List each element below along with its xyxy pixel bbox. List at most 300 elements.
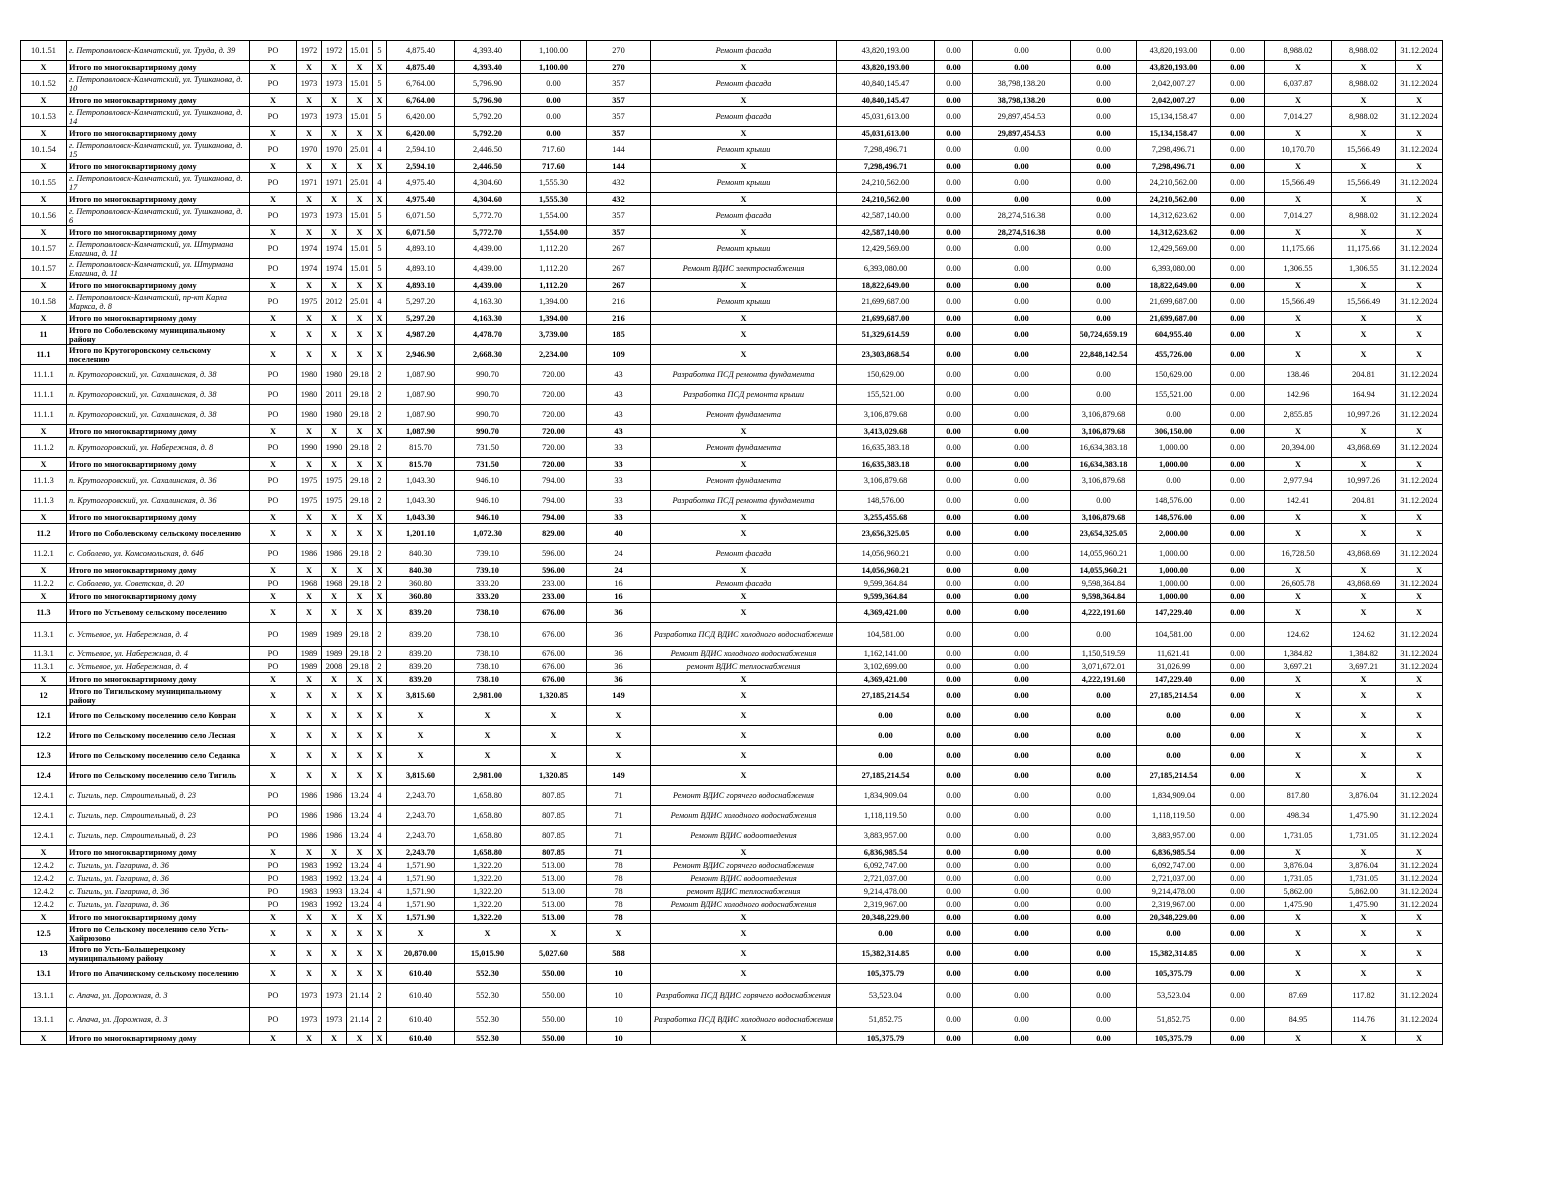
cell-floors: X xyxy=(373,127,387,140)
cell-owner: X xyxy=(250,511,297,524)
cell-total-area: 4,875.40 xyxy=(387,41,455,61)
cell-row-number: X xyxy=(21,193,67,206)
cell-cost-total: 53,523.04 xyxy=(837,984,935,1008)
cell-fund-local: 14,055,960.21 xyxy=(1071,544,1137,564)
table-row xyxy=(21,706,1443,726)
cell-living-area: 739.10 xyxy=(455,544,521,564)
cell-fund-federal: 0.00 xyxy=(935,885,973,898)
cell-fund-federal: 0.00 xyxy=(935,706,973,726)
cell-living-area: 5,796.90 xyxy=(455,94,521,107)
cell-work-type: X xyxy=(651,1032,837,1045)
cell-deadline: X xyxy=(1396,325,1443,345)
cell-address: с. Тигиль, ул. Гагарина, д. 36 xyxy=(67,885,250,898)
cell-deadline: X xyxy=(1396,312,1443,325)
cell-fund-owners: 14,312,623.62 xyxy=(1137,206,1211,226)
cell-unit-cost: X xyxy=(1265,686,1332,706)
cell-year-repair: 1970 xyxy=(322,140,347,160)
cell-work-type: X xyxy=(651,964,837,984)
cell-total-area: 1,043.30 xyxy=(387,471,455,491)
cell-floors: 4 xyxy=(373,806,387,826)
cell-deadline: X xyxy=(1396,345,1443,365)
cell-nonliving-area: 1,320.85 xyxy=(521,766,587,786)
cell-living-area: 1,072.30 xyxy=(455,524,521,544)
cell-year-built: X xyxy=(297,524,322,544)
cell-fund-federal: 0.00 xyxy=(935,577,973,590)
cell-cost-total: 2,721,037.00 xyxy=(837,872,935,885)
cell-fund-federal: 0.00 xyxy=(935,859,973,872)
cell-unit-cost: X xyxy=(1265,766,1332,786)
cell-total-area: 1,201.10 xyxy=(387,524,455,544)
cell-fund-local: 1,150,519.59 xyxy=(1071,647,1137,660)
cell-unit-limit: X xyxy=(1332,279,1396,292)
cell-year-repair: 1974 xyxy=(322,239,347,259)
cell-rate: X xyxy=(347,325,373,345)
cell-fund-other: 0.00 xyxy=(1211,524,1265,544)
cell-rate: X xyxy=(347,345,373,365)
cell-row-number: 10.1.56 xyxy=(21,206,67,226)
table-row xyxy=(21,673,1443,686)
cell-fund-regional: 0.00 xyxy=(973,964,1071,984)
cell-unit-cost: X xyxy=(1265,511,1332,524)
cell-fund-regional: 0.00 xyxy=(973,239,1071,259)
cell-work-type: Разработка ПСД ремонта фундамента xyxy=(651,365,837,385)
cell-owner: X xyxy=(250,312,297,325)
cell-address: Итого по многоквартирному дому xyxy=(67,846,250,859)
cell-fund-local: 0.00 xyxy=(1071,766,1137,786)
cell-address: Итого по многоквартирному дому xyxy=(67,61,250,74)
cell-work-type: X xyxy=(651,524,837,544)
cell-living-area: 552.30 xyxy=(455,964,521,984)
cell-total-area: 840.30 xyxy=(387,544,455,564)
cell-address: Итого по многоквартирному дому xyxy=(67,1032,250,1045)
cell-fund-federal: 0.00 xyxy=(935,438,973,458)
cell-fund-local: 9,598,364.84 xyxy=(1071,577,1137,590)
cell-total-area: 6,764.00 xyxy=(387,94,455,107)
cell-year-built: 1989 xyxy=(297,623,322,647)
cell-rate: 29.18 xyxy=(347,660,373,673)
cell-deadline: 31.12.2024 xyxy=(1396,660,1443,673)
table-row xyxy=(21,806,1443,826)
cell-deadline: 31.12.2024 xyxy=(1396,41,1443,61)
cell-fund-other: 0.00 xyxy=(1211,61,1265,74)
cell-cost-total: 3,413,029.68 xyxy=(837,425,935,438)
cell-floors: X xyxy=(373,564,387,577)
cell-owner: РО xyxy=(250,107,297,127)
cell-rate: X xyxy=(347,564,373,577)
cell-rate: 13.24 xyxy=(347,786,373,806)
cell-year-repair: X xyxy=(322,924,347,944)
cell-row-number: 12.4.2 xyxy=(21,872,67,885)
cell-fund-other: 0.00 xyxy=(1211,623,1265,647)
cell-fund-other: 0.00 xyxy=(1211,911,1265,924)
cell-rate: X xyxy=(347,226,373,239)
table-row xyxy=(21,1032,1443,1045)
cell-row-number: 11.2.1 xyxy=(21,544,67,564)
cell-work-type: X xyxy=(651,603,837,623)
cell-year-repair: 1973 xyxy=(322,74,347,94)
cell-cost-total: 40,840,145.47 xyxy=(837,74,935,94)
table-row xyxy=(21,74,1443,94)
cell-residents: 10 xyxy=(587,964,651,984)
cell-work-type: Ремонт ВДИС холодного водоснабжения xyxy=(651,898,837,911)
cell-total-area: 3,815.60 xyxy=(387,766,455,786)
cell-fund-other: 0.00 xyxy=(1211,385,1265,405)
cell-nonliving-area: 513.00 xyxy=(521,911,587,924)
cell-fund-other: 0.00 xyxy=(1211,458,1265,471)
cell-owner: РО xyxy=(250,365,297,385)
cell-floors: X xyxy=(373,425,387,438)
cell-nonliving-area: 596.00 xyxy=(521,544,587,564)
cell-year-repair: X xyxy=(322,193,347,206)
cell-fund-other: 0.00 xyxy=(1211,984,1265,1008)
cell-owner: X xyxy=(250,766,297,786)
cell-fund-federal: 0.00 xyxy=(935,726,973,746)
cell-year-built: 1986 xyxy=(297,786,322,806)
cell-fund-federal: 0.00 xyxy=(935,766,973,786)
cell-fund-owners: 1,000.00 xyxy=(1137,544,1211,564)
cell-fund-owners: 2,042,007.27 xyxy=(1137,74,1211,94)
cell-total-area: 6,420.00 xyxy=(387,107,455,127)
cell-cost-total: 14,056,960.21 xyxy=(837,544,935,564)
cell-deadline: 31.12.2024 xyxy=(1396,239,1443,259)
cell-unit-limit: 3,876.04 xyxy=(1332,859,1396,872)
cell-fund-other: 0.00 xyxy=(1211,206,1265,226)
cell-owner: X xyxy=(250,425,297,438)
cell-row-number: 11.1.3 xyxy=(21,471,67,491)
cell-total-area: 1,087.90 xyxy=(387,365,455,385)
cell-year-built: 1973 xyxy=(297,206,322,226)
cell-address: Итого по многоквартирному дому xyxy=(67,911,250,924)
cell-cost-total: 27,185,214.54 xyxy=(837,766,935,786)
cell-unit-limit: 3,697.21 xyxy=(1332,660,1396,673)
cell-row-number: 13.1.1 xyxy=(21,984,67,1008)
cell-deadline: 31.12.2024 xyxy=(1396,859,1443,872)
cell-work-type: Ремонт фасада xyxy=(651,577,837,590)
cell-year-built: X xyxy=(297,127,322,140)
cell-address: Итого по Сельскому поселению село Усть-Хайрюзово xyxy=(67,924,250,944)
cell-address: Итого по многоквартирному дому xyxy=(67,193,250,206)
cell-living-area: 2,446.50 xyxy=(455,140,521,160)
cell-owner: X xyxy=(250,726,297,746)
cell-fund-other: 0.00 xyxy=(1211,806,1265,826)
cell-work-type: Ремонт фундамента xyxy=(651,438,837,458)
table-row xyxy=(21,405,1443,425)
table-row xyxy=(21,984,1443,1008)
cell-nonliving-area: 2,234.00 xyxy=(521,345,587,365)
table-row xyxy=(21,544,1443,564)
cell-residents: 71 xyxy=(587,806,651,826)
cell-residents: 357 xyxy=(587,226,651,239)
cell-fund-federal: 0.00 xyxy=(935,686,973,706)
cell-fund-regional: 0.00 xyxy=(973,491,1071,511)
cell-fund-federal: 0.00 xyxy=(935,239,973,259)
cell-nonliving-area: 720.00 xyxy=(521,385,587,405)
table-row xyxy=(21,647,1443,660)
cell-owner: X xyxy=(250,193,297,206)
cell-floors: X xyxy=(373,524,387,544)
cell-nonliving-area: 3,739.00 xyxy=(521,325,587,345)
cell-unit-cost: 142.96 xyxy=(1265,385,1332,405)
cell-residents: X xyxy=(587,924,651,944)
cell-fund-federal: 0.00 xyxy=(935,898,973,911)
cell-residents: 10 xyxy=(587,984,651,1008)
cell-cost-total: 16,635,383.18 xyxy=(837,438,935,458)
cell-living-area: 2,981.00 xyxy=(455,686,521,706)
cell-year-built: 1980 xyxy=(297,405,322,425)
cell-fund-regional: 0.00 xyxy=(973,766,1071,786)
cell-deadline: X xyxy=(1396,564,1443,577)
cell-floors: 2 xyxy=(373,660,387,673)
cell-cost-total: 105,375.79 xyxy=(837,964,935,984)
table-row xyxy=(21,564,1443,577)
cell-address: п. Крутогоровский, ул. Сахалинская, д. 38 xyxy=(67,405,250,425)
cell-unit-cost: 142.41 xyxy=(1265,491,1332,511)
cell-year-repair: 1973 xyxy=(322,107,347,127)
cell-unit-cost: 7,014.27 xyxy=(1265,206,1332,226)
cell-year-built: X xyxy=(297,686,322,706)
cell-rate: 29.18 xyxy=(347,577,373,590)
cell-unit-cost: 11,175.66 xyxy=(1265,239,1332,259)
cell-floors: X xyxy=(373,160,387,173)
cell-row-number: 10.1.55 xyxy=(21,173,67,193)
cell-floors: X xyxy=(373,673,387,686)
cell-fund-local: 0.00 xyxy=(1071,206,1137,226)
cell-fund-local: 16,634,383.18 xyxy=(1071,438,1137,458)
cell-fund-other: 0.00 xyxy=(1211,226,1265,239)
cell-deadline: 31.12.2024 xyxy=(1396,292,1443,312)
cell-unit-cost: 1,731.05 xyxy=(1265,872,1332,885)
cell-living-area: 4,393.40 xyxy=(455,61,521,74)
cell-rate: 15.01 xyxy=(347,206,373,226)
cell-fund-federal: 0.00 xyxy=(935,491,973,511)
cell-floors: X xyxy=(373,511,387,524)
cell-rate: 15.01 xyxy=(347,41,373,61)
cell-year-repair: X xyxy=(322,345,347,365)
cell-living-area: 1,658.80 xyxy=(455,786,521,806)
cell-fund-regional: 0.00 xyxy=(973,325,1071,345)
cell-row-number: 12.4.1 xyxy=(21,806,67,826)
table-row xyxy=(21,924,1443,944)
cell-unit-limit: X xyxy=(1332,924,1396,944)
cell-living-area: 731.50 xyxy=(455,458,521,471)
cell-residents: 43 xyxy=(587,425,651,438)
cell-living-area: 2,446.50 xyxy=(455,160,521,173)
cell-unit-cost: X xyxy=(1265,345,1332,365)
cell-rate: X xyxy=(347,160,373,173)
cell-owner: X xyxy=(250,564,297,577)
cell-unit-limit: X xyxy=(1332,325,1396,345)
cell-nonliving-area: 794.00 xyxy=(521,491,587,511)
cell-total-area: 6,071.50 xyxy=(387,226,455,239)
table-row xyxy=(21,425,1443,438)
cell-deadline: X xyxy=(1396,127,1443,140)
cell-fund-owners: 147,229.40 xyxy=(1137,603,1211,623)
cell-floors: 5 xyxy=(373,206,387,226)
cell-deadline: X xyxy=(1396,226,1443,239)
cell-rate: 25.01 xyxy=(347,173,373,193)
cell-living-area: 738.10 xyxy=(455,623,521,647)
cell-floors: X xyxy=(373,345,387,365)
cell-unit-limit: 204.81 xyxy=(1332,491,1396,511)
cell-work-type: Ремонт ВДИС водоотведения xyxy=(651,826,837,846)
cell-year-built: 1973 xyxy=(297,107,322,127)
cell-year-built: 1973 xyxy=(297,984,322,1008)
cell-floors: X xyxy=(373,458,387,471)
cell-residents: 43 xyxy=(587,365,651,385)
cell-fund-regional: 0.00 xyxy=(973,859,1071,872)
cell-fund-owners: 1,118,119.50 xyxy=(1137,806,1211,826)
cell-nonliving-area: 513.00 xyxy=(521,898,587,911)
table-row xyxy=(21,511,1443,524)
cell-year-repair: 1975 xyxy=(322,471,347,491)
cell-fund-other: 0.00 xyxy=(1211,673,1265,686)
cell-year-repair: 1986 xyxy=(322,544,347,564)
cell-owner: РО xyxy=(250,74,297,94)
cell-fund-local: 4,222,191.60 xyxy=(1071,603,1137,623)
table-row xyxy=(21,206,1443,226)
cell-fund-federal: 0.00 xyxy=(935,564,973,577)
cell-cost-total: 24,210,562.00 xyxy=(837,173,935,193)
cell-row-number: 12.5 xyxy=(21,924,67,944)
cell-living-area: 1,322.20 xyxy=(455,911,521,924)
cell-living-area: 738.10 xyxy=(455,603,521,623)
cell-total-area: 815.70 xyxy=(387,458,455,471)
cell-deadline: 31.12.2024 xyxy=(1396,438,1443,458)
cell-floors: X xyxy=(373,279,387,292)
cell-fund-regional: 0.00 xyxy=(973,438,1071,458)
cell-fund-local: 0.00 xyxy=(1071,686,1137,706)
cell-fund-other: 0.00 xyxy=(1211,577,1265,590)
cell-unit-limit: 43,868.69 xyxy=(1332,438,1396,458)
cell-floors: 2 xyxy=(373,984,387,1008)
cell-residents: 144 xyxy=(587,140,651,160)
cell-cost-total: 45,031,613.00 xyxy=(837,107,935,127)
cell-address: Итого по многоквартирному дому xyxy=(67,458,250,471)
cell-living-area: 15,015.90 xyxy=(455,944,521,964)
cell-cost-total: 42,587,140.00 xyxy=(837,206,935,226)
cell-year-built: X xyxy=(297,279,322,292)
cell-deadline: 31.12.2024 xyxy=(1396,872,1443,885)
cell-unit-cost: X xyxy=(1265,673,1332,686)
cell-fund-local: 3,106,879.68 xyxy=(1071,511,1137,524)
cell-nonliving-area: 513.00 xyxy=(521,859,587,872)
cell-row-number: X xyxy=(21,94,67,107)
cell-nonliving-area: 596.00 xyxy=(521,564,587,577)
cell-fund-other: 0.00 xyxy=(1211,826,1265,846)
cell-unit-limit: 124.62 xyxy=(1332,623,1396,647)
cell-living-area: 4,439.00 xyxy=(455,239,521,259)
cell-residents: 36 xyxy=(587,673,651,686)
cell-living-area: 4,478.70 xyxy=(455,325,521,345)
cell-deadline: X xyxy=(1396,279,1443,292)
cell-cost-total: 3,883,957.00 xyxy=(837,826,935,846)
cell-fund-owners: 0.00 xyxy=(1137,746,1211,766)
cell-year-repair: 1992 xyxy=(322,898,347,911)
cell-fund-other: 0.00 xyxy=(1211,647,1265,660)
cell-year-built: X xyxy=(297,726,322,746)
cell-residents: 267 xyxy=(587,239,651,259)
cell-fund-regional: 38,798,138.20 xyxy=(973,94,1071,107)
cell-rate: X xyxy=(347,127,373,140)
cell-row-number: X xyxy=(21,226,67,239)
cell-row-number: X xyxy=(21,61,67,74)
cell-year-built: X xyxy=(297,312,322,325)
cell-fund-owners: 2,721,037.00 xyxy=(1137,872,1211,885)
cell-fund-owners: 11,621.41 xyxy=(1137,647,1211,660)
cell-work-type: X xyxy=(651,673,837,686)
cell-unit-cost: 10,170.70 xyxy=(1265,140,1332,160)
cell-owner: X xyxy=(250,524,297,544)
cell-address: г. Петропавловск-Камчатский, ул. Штурмана Елагина, д. 11 xyxy=(67,259,250,279)
cell-year-repair: 1980 xyxy=(322,365,347,385)
cell-living-area: 738.10 xyxy=(455,660,521,673)
cell-year-repair: 1986 xyxy=(322,786,347,806)
cell-nonliving-area: 1,100.00 xyxy=(521,61,587,74)
cell-unit-limit: X xyxy=(1332,564,1396,577)
table-row xyxy=(21,766,1443,786)
cell-owner: РО xyxy=(250,206,297,226)
cell-nonliving-area: 720.00 xyxy=(521,405,587,425)
cell-address: Итого по Соболевскому муниципальному району xyxy=(67,325,250,345)
cell-residents: 43 xyxy=(587,385,651,405)
cell-fund-owners: 6,836,985.54 xyxy=(1137,846,1211,859)
cell-residents: 33 xyxy=(587,471,651,491)
cell-fund-owners: 604,955.40 xyxy=(1137,325,1211,345)
cell-work-type: Ремонт ВДИС горячего водоснабжения xyxy=(651,859,837,872)
cell-fund-owners: 306,150.00 xyxy=(1137,425,1211,438)
cell-unit-cost: X xyxy=(1265,924,1332,944)
cell-year-built: X xyxy=(297,846,322,859)
cell-fund-regional: 0.00 xyxy=(973,345,1071,365)
cell-fund-other: 0.00 xyxy=(1211,660,1265,673)
cell-total-area: 2,243.70 xyxy=(387,786,455,806)
cell-unit-cost: 124.62 xyxy=(1265,623,1332,647)
cell-fund-federal: 0.00 xyxy=(935,74,973,94)
cell-cost-total: 155,521.00 xyxy=(837,385,935,405)
cell-fund-regional: 0.00 xyxy=(973,660,1071,673)
cell-nonliving-area: 676.00 xyxy=(521,647,587,660)
cell-owner: РО xyxy=(250,491,297,511)
table-row xyxy=(21,872,1443,885)
cell-rate: 13.24 xyxy=(347,859,373,872)
cell-year-repair: 1990 xyxy=(322,438,347,458)
cell-row-number: X xyxy=(21,911,67,924)
cell-living-area: 552.30 xyxy=(455,984,521,1008)
cell-residents: 109 xyxy=(587,345,651,365)
cell-owner: X xyxy=(250,964,297,984)
cell-residents: 71 xyxy=(587,846,651,859)
cell-year-repair: 1986 xyxy=(322,826,347,846)
cell-work-type: X xyxy=(651,193,837,206)
cell-unit-cost: 2,977.94 xyxy=(1265,471,1332,491)
cell-floors: 4 xyxy=(373,140,387,160)
cell-unit-limit: X xyxy=(1332,226,1396,239)
table-row xyxy=(21,826,1443,846)
cell-floors: X xyxy=(373,590,387,603)
cell-deadline: X xyxy=(1396,911,1443,924)
cell-unit-limit: 1,731.05 xyxy=(1332,872,1396,885)
cell-fund-local: 3,071,672.01 xyxy=(1071,660,1137,673)
cell-floors: 5 xyxy=(373,41,387,61)
cell-unit-limit: X xyxy=(1332,312,1396,325)
cell-fund-local: 0.00 xyxy=(1071,259,1137,279)
table-row xyxy=(21,590,1443,603)
cell-cost-total: 4,369,421.00 xyxy=(837,673,935,686)
cell-rate: 29.18 xyxy=(347,544,373,564)
cell-rate: 13.24 xyxy=(347,872,373,885)
table-row xyxy=(21,226,1443,239)
cell-deadline: X xyxy=(1396,603,1443,623)
